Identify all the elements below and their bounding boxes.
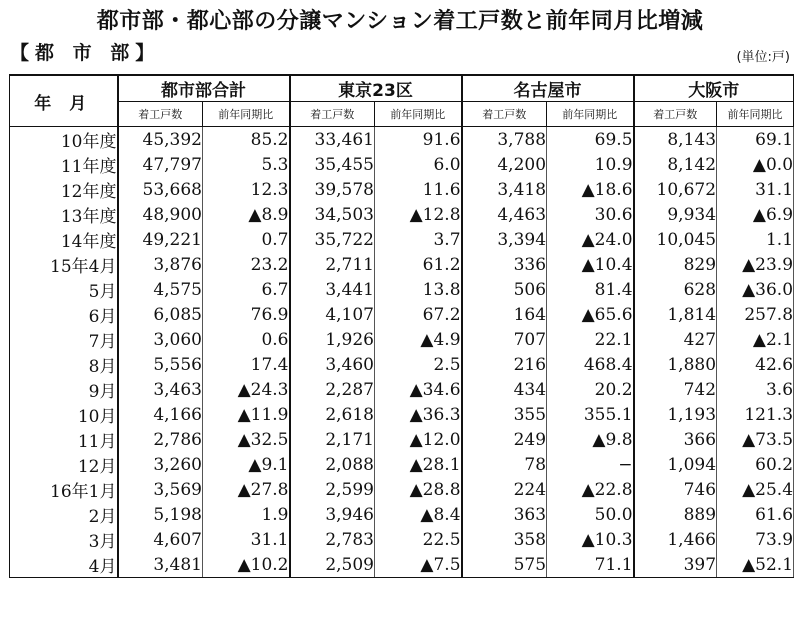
starts-cell: 2,786 (118, 427, 203, 452)
table-row (10, 227, 794, 252)
starts-cell: 10,672 (634, 177, 717, 202)
starts-cell: 164 (462, 302, 547, 327)
row-period-cell: 14年度 (10, 227, 118, 252)
starts-cell: 2,287 (290, 377, 375, 402)
starts-cell: 3,460 (290, 352, 375, 377)
yoy-change-cell: ▲73.5 (717, 427, 794, 452)
row-period-cell: 12月 (10, 452, 118, 477)
starts-cell: 3,481 (118, 552, 203, 578)
yoy-change-cell: 73.9 (717, 527, 794, 552)
table-row (10, 252, 794, 277)
row-period-cell: 4月 (10, 552, 118, 578)
starts-cell: 1,193 (634, 402, 717, 427)
yoy-change-cell: 257.8 (717, 302, 794, 327)
starts-cell: 434 (462, 377, 547, 402)
yoy-change-cell: 3.6 (717, 377, 794, 402)
yoy-change-cell: 23.2 (203, 252, 290, 277)
yoy-change-cell: ▲8.4 (375, 502, 462, 527)
row-period-cell: 12年度 (10, 177, 118, 202)
yoy-change-cell: ▲34.6 (375, 377, 462, 402)
table-row (10, 477, 794, 502)
yoy-change-cell: ▲27.8 (203, 477, 290, 502)
starts-cell: 8,142 (634, 152, 717, 177)
subheader-starts: 着工戸数 (462, 102, 547, 127)
yoy-change-cell: 42.6 (717, 352, 794, 377)
starts-cell: 3,260 (118, 452, 203, 477)
table-row (10, 202, 794, 227)
starts-cell: 224 (462, 477, 547, 502)
yoy-change-cell: 22.5 (375, 527, 462, 552)
yoy-change-cell: 61.2 (375, 252, 462, 277)
starts-cell: 4,200 (462, 152, 547, 177)
starts-cell: 355 (462, 402, 547, 427)
row-period-cell: 10月 (10, 402, 118, 427)
yoy-change-cell: ▲10.3 (547, 527, 634, 552)
starts-cell: 4,463 (462, 202, 547, 227)
table-row (10, 452, 794, 477)
yoy-change-cell: − (547, 452, 634, 477)
yoy-change-cell: 17.4 (203, 352, 290, 377)
row-period-cell: 11年度 (10, 152, 118, 177)
starts-cell: 742 (634, 377, 717, 402)
yoy-change-cell: ▲18.6 (547, 177, 634, 202)
starts-cell: 1,926 (290, 327, 375, 352)
starts-cell: 628 (634, 277, 717, 302)
yoy-change-cell: 85.2 (203, 127, 290, 153)
table-row (10, 152, 794, 177)
starts-cell: 363 (462, 502, 547, 527)
starts-cell: 746 (634, 477, 717, 502)
starts-cell: 506 (462, 277, 547, 302)
starts-cell: 3,876 (118, 252, 203, 277)
starts-cell: 2,783 (290, 527, 375, 552)
table-row (10, 277, 794, 302)
starts-cell: 39,578 (290, 177, 375, 202)
yoy-change-cell: ▲24.0 (547, 227, 634, 252)
starts-cell: 4,107 (290, 302, 375, 327)
yoy-change-cell: 13.8 (375, 277, 462, 302)
subheader-yoy: 前年同期比 (547, 102, 634, 127)
group-header-urban-total: 都市部合計 (118, 75, 290, 102)
section-label: 【都 市 部】 (10, 42, 161, 64)
yoy-change-cell: 1.9 (203, 502, 290, 527)
starts-cell: 6,085 (118, 302, 203, 327)
period-header: 年 月 (10, 75, 118, 127)
starts-cell: 1,094 (634, 452, 717, 477)
starts-cell: 249 (462, 427, 547, 452)
starts-cell: 1,466 (634, 527, 717, 552)
yoy-change-cell: 69.5 (547, 127, 634, 153)
yoy-change-cell: ▲12.8 (375, 202, 462, 227)
starts-cell: 575 (462, 552, 547, 578)
yoy-change-cell: 31.1 (203, 527, 290, 552)
group-header-osaka: 大阪市 (634, 75, 794, 102)
starts-cell: 53,668 (118, 177, 203, 202)
yoy-change-cell: ▲28.1 (375, 452, 462, 477)
yoy-change-cell: 0.7 (203, 227, 290, 252)
yoy-change-cell: ▲10.2 (203, 552, 290, 578)
yoy-change-cell: 121.3 (717, 402, 794, 427)
yoy-change-cell: ▲11.9 (203, 402, 290, 427)
subheader-starts: 着工戸数 (634, 102, 717, 127)
starts-cell: 3,060 (118, 327, 203, 352)
row-period-cell: 10年度 (10, 127, 118, 153)
yoy-change-cell: 3.7 (375, 227, 462, 252)
starts-cell: 48,900 (118, 202, 203, 227)
yoy-change-cell: ▲7.5 (375, 552, 462, 578)
yoy-change-cell: ▲6.9 (717, 202, 794, 227)
yoy-change-cell: ▲0.0 (717, 152, 794, 177)
starts-cell: 216 (462, 352, 547, 377)
starts-cell: 3,569 (118, 477, 203, 502)
yoy-change-cell: 468.4 (547, 352, 634, 377)
yoy-change-cell: ▲8.9 (203, 202, 290, 227)
yoy-change-cell: 10.9 (547, 152, 634, 177)
table-row (10, 327, 794, 352)
table-row (10, 127, 794, 153)
yoy-change-cell: ▲9.8 (547, 427, 634, 452)
starts-cell: 34,503 (290, 202, 375, 227)
starts-cell: 8,143 (634, 127, 717, 153)
yoy-change-cell: 22.1 (547, 327, 634, 352)
yoy-change-cell: 67.2 (375, 302, 462, 327)
table-row (10, 302, 794, 327)
starts-cell: 1,880 (634, 352, 717, 377)
starts-cell: 358 (462, 527, 547, 552)
yoy-change-cell: 6.7 (203, 277, 290, 302)
row-period-cell: 5月 (10, 277, 118, 302)
starts-cell: 3,463 (118, 377, 203, 402)
starts-cell: 10,045 (634, 227, 717, 252)
row-period-cell: 7月 (10, 327, 118, 352)
row-period-cell: 11月 (10, 427, 118, 452)
yoy-change-cell: ▲52.1 (717, 552, 794, 578)
row-period-cell: 15年4月 (10, 252, 118, 277)
starts-cell: 2,509 (290, 552, 375, 578)
table-row (10, 402, 794, 427)
starts-cell: 3,946 (290, 502, 375, 527)
starts-cell: 33,461 (290, 127, 375, 153)
yoy-change-cell: 50.0 (547, 502, 634, 527)
starts-cell: 2,618 (290, 402, 375, 427)
yoy-change-cell: 12.3 (203, 177, 290, 202)
yoy-change-cell: ▲36.0 (717, 277, 794, 302)
row-period-cell: 6月 (10, 302, 118, 327)
row-period-cell: 13年度 (10, 202, 118, 227)
page-title: 都市部・都心部の分譲マンション着工戸数と前年同月比増減 (96, 9, 704, 34)
starts-cell: 397 (634, 552, 717, 578)
group-header-nagoya: 名古屋市 (462, 75, 634, 102)
yoy-change-cell: 20.2 (547, 377, 634, 402)
starts-cell: 2,171 (290, 427, 375, 452)
starts-cell: 45,392 (118, 127, 203, 153)
starts-cell: 9,934 (634, 202, 717, 227)
yoy-change-cell: 2.5 (375, 352, 462, 377)
yoy-change-cell: ▲28.8 (375, 477, 462, 502)
starts-cell: 3,441 (290, 277, 375, 302)
yoy-change-cell: 6.0 (375, 152, 462, 177)
row-period-cell: 3月 (10, 527, 118, 552)
yoy-change-cell: 0.6 (203, 327, 290, 352)
starts-cell: 35,455 (290, 152, 375, 177)
starts-cell: 3,788 (462, 127, 547, 153)
starts-cell: 47,797 (118, 152, 203, 177)
table-row (10, 527, 794, 552)
table-row (10, 177, 794, 202)
starts-cell: 78 (462, 452, 547, 477)
starts-cell: 49,221 (118, 227, 203, 252)
subheader-starts: 着工戸数 (290, 102, 375, 127)
yoy-change-cell: 60.2 (717, 452, 794, 477)
subheader-starts: 着工戸数 (118, 102, 203, 127)
starts-cell: 3,394 (462, 227, 547, 252)
yoy-change-cell: ▲24.3 (203, 377, 290, 402)
yoy-change-cell: ▲10.4 (547, 252, 634, 277)
yoy-change-cell: ▲23.9 (717, 252, 794, 277)
starts-cell: 366 (634, 427, 717, 452)
unit-label: (単位:戸) (736, 50, 790, 65)
row-period-cell: 9月 (10, 377, 118, 402)
starts-cell: 427 (634, 327, 717, 352)
starts-cell: 4,166 (118, 402, 203, 427)
starts-cell: 35,722 (290, 227, 375, 252)
yoy-change-cell: ▲32.5 (203, 427, 290, 452)
yoy-change-cell: 5.3 (203, 152, 290, 177)
starts-cell: 2,711 (290, 252, 375, 277)
starts-cell: 829 (634, 252, 717, 277)
table-row (10, 377, 794, 402)
yoy-change-cell: 1.1 (717, 227, 794, 252)
data-table (9, 74, 794, 578)
starts-cell: 4,575 (118, 277, 203, 302)
starts-cell: 4,607 (118, 527, 203, 552)
yoy-change-cell: 11.6 (375, 177, 462, 202)
starts-cell: 2,599 (290, 477, 375, 502)
table-row (10, 427, 794, 452)
starts-cell: 336 (462, 252, 547, 277)
yoy-change-cell: 76.9 (203, 302, 290, 327)
yoy-change-cell: 355.1 (547, 402, 634, 427)
subheader-yoy: 前年同期比 (375, 102, 462, 127)
row-period-cell: 2月 (10, 502, 118, 527)
yoy-change-cell: ▲12.0 (375, 427, 462, 452)
starts-cell: 889 (634, 502, 717, 527)
yoy-change-cell: 71.1 (547, 552, 634, 578)
group-header-tokyo-23: 東京23区 (290, 75, 462, 102)
yoy-change-cell: 61.6 (717, 502, 794, 527)
subheader-yoy: 前年同期比 (717, 102, 794, 127)
yoy-change-cell: 31.1 (717, 177, 794, 202)
starts-cell: 2,088 (290, 452, 375, 477)
starts-cell: 707 (462, 327, 547, 352)
table-row (10, 352, 794, 377)
table-row (10, 552, 794, 578)
row-period-cell: 8月 (10, 352, 118, 377)
yoy-change-cell: 91.6 (375, 127, 462, 153)
yoy-change-cell: ▲4.9 (375, 327, 462, 352)
yoy-change-cell: ▲22.8 (547, 477, 634, 502)
yoy-change-cell: ▲9.1 (203, 452, 290, 477)
starts-cell: 5,556 (118, 352, 203, 377)
yoy-change-cell: ▲65.6 (547, 302, 634, 327)
yoy-change-cell: ▲36.3 (375, 402, 462, 427)
starts-cell: 1,814 (634, 302, 717, 327)
starts-cell: 3,418 (462, 177, 547, 202)
starts-cell: 5,198 (118, 502, 203, 527)
yoy-change-cell: 69.1 (717, 127, 794, 153)
subheader-yoy: 前年同期比 (203, 102, 290, 127)
yoy-change-cell: 30.6 (547, 202, 634, 227)
yoy-change-cell: ▲2.1 (717, 327, 794, 352)
yoy-change-cell: ▲25.4 (717, 477, 794, 502)
table-body (10, 127, 794, 578)
table-row (10, 502, 794, 527)
row-period-cell: 16年1月 (10, 477, 118, 502)
yoy-change-cell: 81.4 (547, 277, 634, 302)
